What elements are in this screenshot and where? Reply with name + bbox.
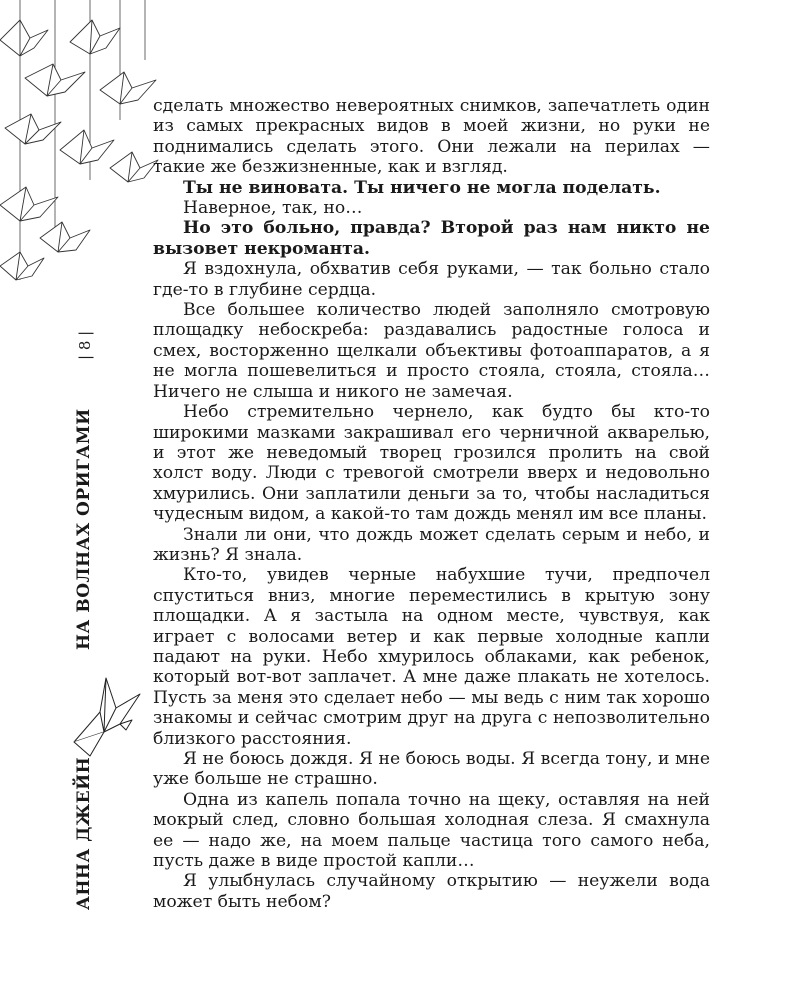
paragraph: Я улыбнулась случайному открытию — неужели вода может быть небом?	[153, 871, 710, 912]
paragraph: Я вздохнула, обхватив себя руками, — так больно стало где-то в глубине сердца.	[153, 259, 710, 300]
crane-icon	[100, 72, 156, 104]
crane-icon	[110, 152, 158, 182]
paragraph: Ты не виновата. Ты ничего не могла поделать.	[183, 177, 661, 198]
crane-icon	[70, 20, 120, 54]
paragraph: Наверное, так, но…	[183, 198, 363, 219]
crane-icon	[60, 130, 114, 164]
paragraph: сделать множество невероятных снимков, запечатлеть один из самых прекрасных видов в моей жизни, но руки не поднимались сделать этого. Они лежали на перилах — такие же безжизненные, как и взгляд.	[153, 96, 710, 178]
crane-icon	[0, 252, 44, 280]
crane-icon	[25, 64, 85, 96]
crane-icon	[0, 20, 48, 56]
paragraph: Все большее количество людей заполняло смотровую площадку небоскреба: раздавались радостные голоса и смех, восторженно щелкали объективы фотоаппаратов, а я не могла пошевелиться и просто стояла, стояла, стояла… Ничего не слыша и никого не замечая.	[153, 300, 710, 402]
crane-icon	[5, 114, 61, 144]
page-number: | 8 |	[76, 330, 94, 360]
origami-cranes-decoration	[0, 0, 170, 290]
body-text	[153, 96, 710, 912]
book-title: НА ВОЛНАХ ОРИГАМИ	[74, 408, 94, 650]
paragraph: Знали ли они, что дождь может сделать серым и небо, и жизнь? Я знала.	[153, 524, 710, 565]
crane-icon	[40, 222, 90, 252]
paragraph: Я не боюсь дождя. Я не боюсь воды. Я всегда тону, и мне уже больше не страшно.	[153, 749, 710, 790]
paragraph: Небо стремительно чернело, как будто бы кто-то широкими мазками закрашивал его черничной акварелью, и этот же неведомый творец грозился пролить на свой холст воду. Люди с тревогой смотрели вверх и недовольно хмурились. Они заплатили деньги за то, чтобы насладиться чудесным видом, а какой-то там дождь менял им все планы.	[153, 402, 710, 525]
crane-icon	[0, 187, 58, 221]
paragraph: Одна из капель попала точно на щеку, оставляя на ней мокрый след, словно большая холодная слеза. Я смахнула ее — надо же, на моем пальце частица того самого неба, пусть даже в виде простой капли…	[153, 789, 710, 872]
author-name: АННА ДЖЕЙН	[74, 756, 94, 910]
origami-crane-icon	[70, 672, 142, 762]
paragraph: Кто-то, увидев черные набухшие тучи, предпочел спуститься вниз, многие переместились в крытую зону площадки. А я застыла на одном месте, чувствуя, как играет с волосами ветер и как первые холодные капли падают на руки. Небо хмурилось облаками, как ребенок, который вот-вот заплачет. А мне даже плакать не хотелось. Пусть за меня это сделает небо — мы ведь с ним так хорошо знакомы и сейчас смотрим друг на друга с непозволительно близкого расстояния.	[153, 565, 710, 749]
paragraph: Но это больно, правда? Второй раз нам никто не вызовет некроманта.	[153, 218, 710, 259]
